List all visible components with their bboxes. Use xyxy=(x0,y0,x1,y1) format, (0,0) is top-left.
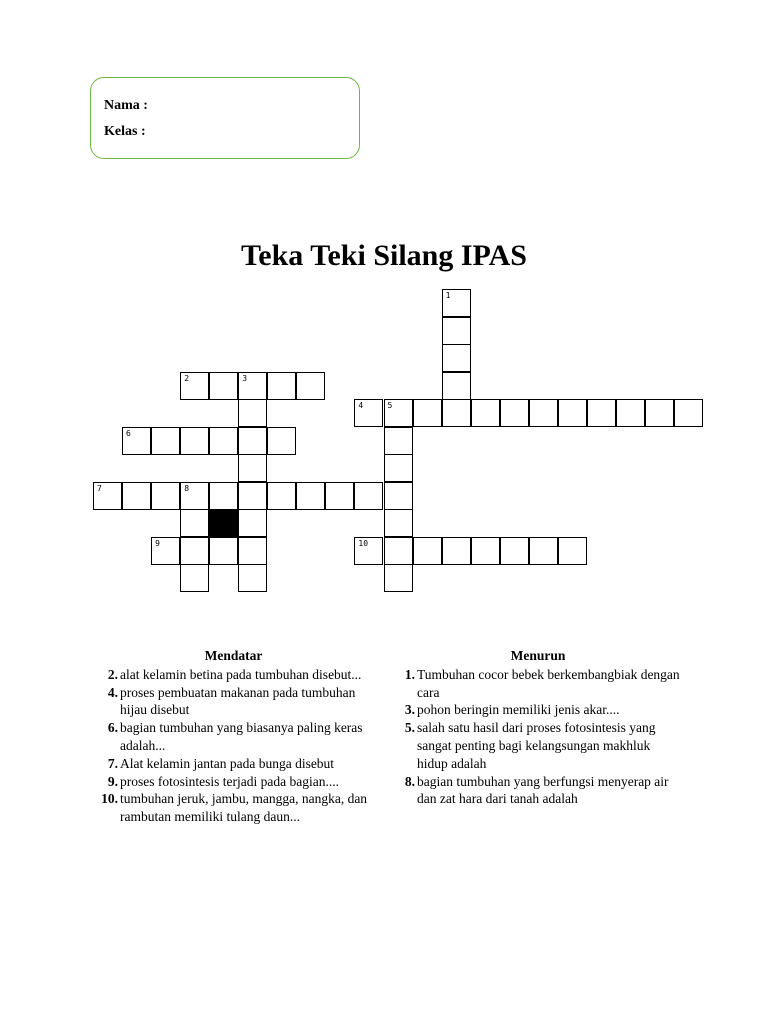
grid-cell[interactable] xyxy=(616,399,645,427)
page-title: Teka Teki Silang IPAS xyxy=(241,239,527,272)
grid-cell[interactable] xyxy=(151,427,180,455)
grid-cell[interactable] xyxy=(296,372,325,400)
grid-cell[interactable] xyxy=(238,482,267,510)
grid-cell[interactable] xyxy=(180,427,209,455)
student-info-box xyxy=(90,77,360,159)
clue-item xyxy=(96,666,371,684)
mendatar-heading: Mendatar xyxy=(204,648,263,663)
clue-number: 7. xyxy=(107,755,118,771)
cell-number: 1 xyxy=(445,291,451,300)
clue-item xyxy=(96,684,371,720)
grid-cell[interactable] xyxy=(558,399,587,427)
grid-cell[interactable] xyxy=(238,427,267,455)
grid-cell[interactable] xyxy=(209,482,238,510)
grid-cell[interactable] xyxy=(529,399,558,427)
clue-item xyxy=(393,666,683,702)
grid-cell[interactable] xyxy=(384,482,413,510)
kelas-label: Kelas : xyxy=(104,124,146,139)
grid-cell[interactable] xyxy=(151,537,180,565)
clue-text: pohon beringin memiliki jenis akar.... xyxy=(417,702,620,718)
clue-item xyxy=(96,773,371,791)
cell-number: 7 xyxy=(97,483,102,493)
grid-cell[interactable] xyxy=(413,399,442,427)
cell-number: 5 xyxy=(387,401,393,410)
clue-text: bagian tumbuhan yang biasanya paling keras adalah... xyxy=(120,720,363,753)
clue-number: 6. xyxy=(107,720,118,736)
grid-cell[interactable] xyxy=(122,482,151,510)
clue-text: proses pembuatan makanan pada tumbuhan hijau disebut xyxy=(120,684,356,718)
grid-cell[interactable] xyxy=(384,537,413,565)
grid-cell[interactable] xyxy=(296,482,325,510)
grid-cell[interactable] xyxy=(442,317,471,345)
grid-cell[interactable] xyxy=(587,399,616,427)
cell-number: 2 xyxy=(184,373,190,383)
clue-number: 5. xyxy=(404,720,415,736)
menurun-list xyxy=(393,666,683,808)
grid-cell[interactable] xyxy=(442,372,471,400)
clue-item xyxy=(96,719,371,755)
clue-item xyxy=(96,790,371,826)
clues-across xyxy=(96,647,371,826)
mendatar-list xyxy=(96,666,371,826)
grid-cell[interactable] xyxy=(471,537,500,565)
clue-number: 9. xyxy=(107,773,118,789)
grid-cell[interactable] xyxy=(238,454,267,482)
cell-number: 3 xyxy=(242,373,248,383)
clue-item xyxy=(393,701,683,719)
clue-item xyxy=(96,755,371,773)
menurun-heading: Menurun xyxy=(510,648,566,663)
clue-text: Tumbuhan cocor bebek berkembangbiak dengan cara xyxy=(417,666,680,700)
grid-cell[interactable] xyxy=(238,372,267,400)
clue-text: proses fotosintesis terjadi pada bagian.... xyxy=(120,773,339,789)
grid-cell[interactable] xyxy=(180,509,209,537)
clue-text: alat kelamin betina pada tumbuhan disebut... xyxy=(120,666,362,682)
grid-cell[interactable] xyxy=(267,427,296,455)
grid-cell[interactable] xyxy=(529,537,558,565)
clue-text: Alat kelamin jantan pada bunga disebut xyxy=(120,755,335,771)
clue-text: tumbuhan jeruk, jambu, mangga, nangka, dan rambutan memiliki tulang daun... xyxy=(120,791,368,825)
grid-cell[interactable] xyxy=(500,537,529,565)
clue-number: 10. xyxy=(101,791,118,807)
grid-cell[interactable] xyxy=(238,564,267,592)
grid-cell[interactable] xyxy=(238,537,267,565)
grid-cell[interactable] xyxy=(180,564,209,592)
grid-cell[interactable] xyxy=(151,482,180,510)
grid-cell[interactable] xyxy=(209,537,238,565)
clue-number: 3. xyxy=(404,702,415,718)
grid-cell[interactable] xyxy=(384,427,413,455)
grid-cell[interactable] xyxy=(384,454,413,482)
clue-text: salah satu hasil dari proses fotosintesis yang sangat penting bagi kelangsungan makhluk hidup adalah xyxy=(417,720,656,771)
grid-cell[interactable] xyxy=(238,399,267,427)
cell-number: 4 xyxy=(358,401,364,410)
grid-cell[interactable] xyxy=(674,399,703,427)
grid-cell[interactable] xyxy=(384,509,413,537)
grid-cell[interactable] xyxy=(442,537,471,565)
grid-cell[interactable] xyxy=(354,399,383,427)
grid-cell[interactable] xyxy=(558,537,587,565)
grid-cell[interactable] xyxy=(180,372,209,400)
grid-cell[interactable] xyxy=(354,482,383,510)
clue-number: 4. xyxy=(107,684,118,700)
cell-number: 8 xyxy=(184,483,190,493)
grid-cell[interactable] xyxy=(442,344,471,372)
clues-down xyxy=(393,647,683,808)
clue-number: 1. xyxy=(404,666,415,682)
grid-cell[interactable] xyxy=(93,482,122,510)
nama-label: Nama : xyxy=(104,98,148,113)
grid-cell[interactable] xyxy=(500,399,529,427)
grid-cell[interactable] xyxy=(238,509,267,537)
black-cell xyxy=(209,509,238,537)
cell-number: 6 xyxy=(126,428,131,438)
clue-number: 2. xyxy=(107,666,118,682)
grid-cell[interactable] xyxy=(413,537,442,565)
grid-cell[interactable] xyxy=(180,537,209,565)
grid-cell[interactable] xyxy=(267,372,296,400)
grid-cell[interactable] xyxy=(325,482,354,510)
grid-cell[interactable] xyxy=(267,482,296,510)
grid-cell[interactable] xyxy=(180,482,209,510)
cell-number: 10 xyxy=(358,538,369,548)
grid-cell[interactable] xyxy=(471,399,500,427)
clue-number: 8. xyxy=(404,773,415,789)
grid-cell[interactable] xyxy=(354,537,383,565)
grid-cell[interactable] xyxy=(442,289,471,317)
clue-item xyxy=(393,773,683,809)
grid-cell[interactable] xyxy=(122,427,151,455)
clue-text: bagian tumbuhan yang berfungsi menyerap air dan zat hara dari tanah adalah xyxy=(417,773,669,807)
clue-item xyxy=(393,719,683,772)
grid-cell[interactable] xyxy=(442,399,471,427)
cell-number: 9 xyxy=(155,538,160,548)
grid-cell[interactable] xyxy=(384,564,413,592)
grid-cell[interactable] xyxy=(645,399,674,427)
grid-cell[interactable] xyxy=(384,399,413,427)
grid-cell[interactable] xyxy=(209,372,238,400)
grid-cell[interactable] xyxy=(209,427,238,455)
